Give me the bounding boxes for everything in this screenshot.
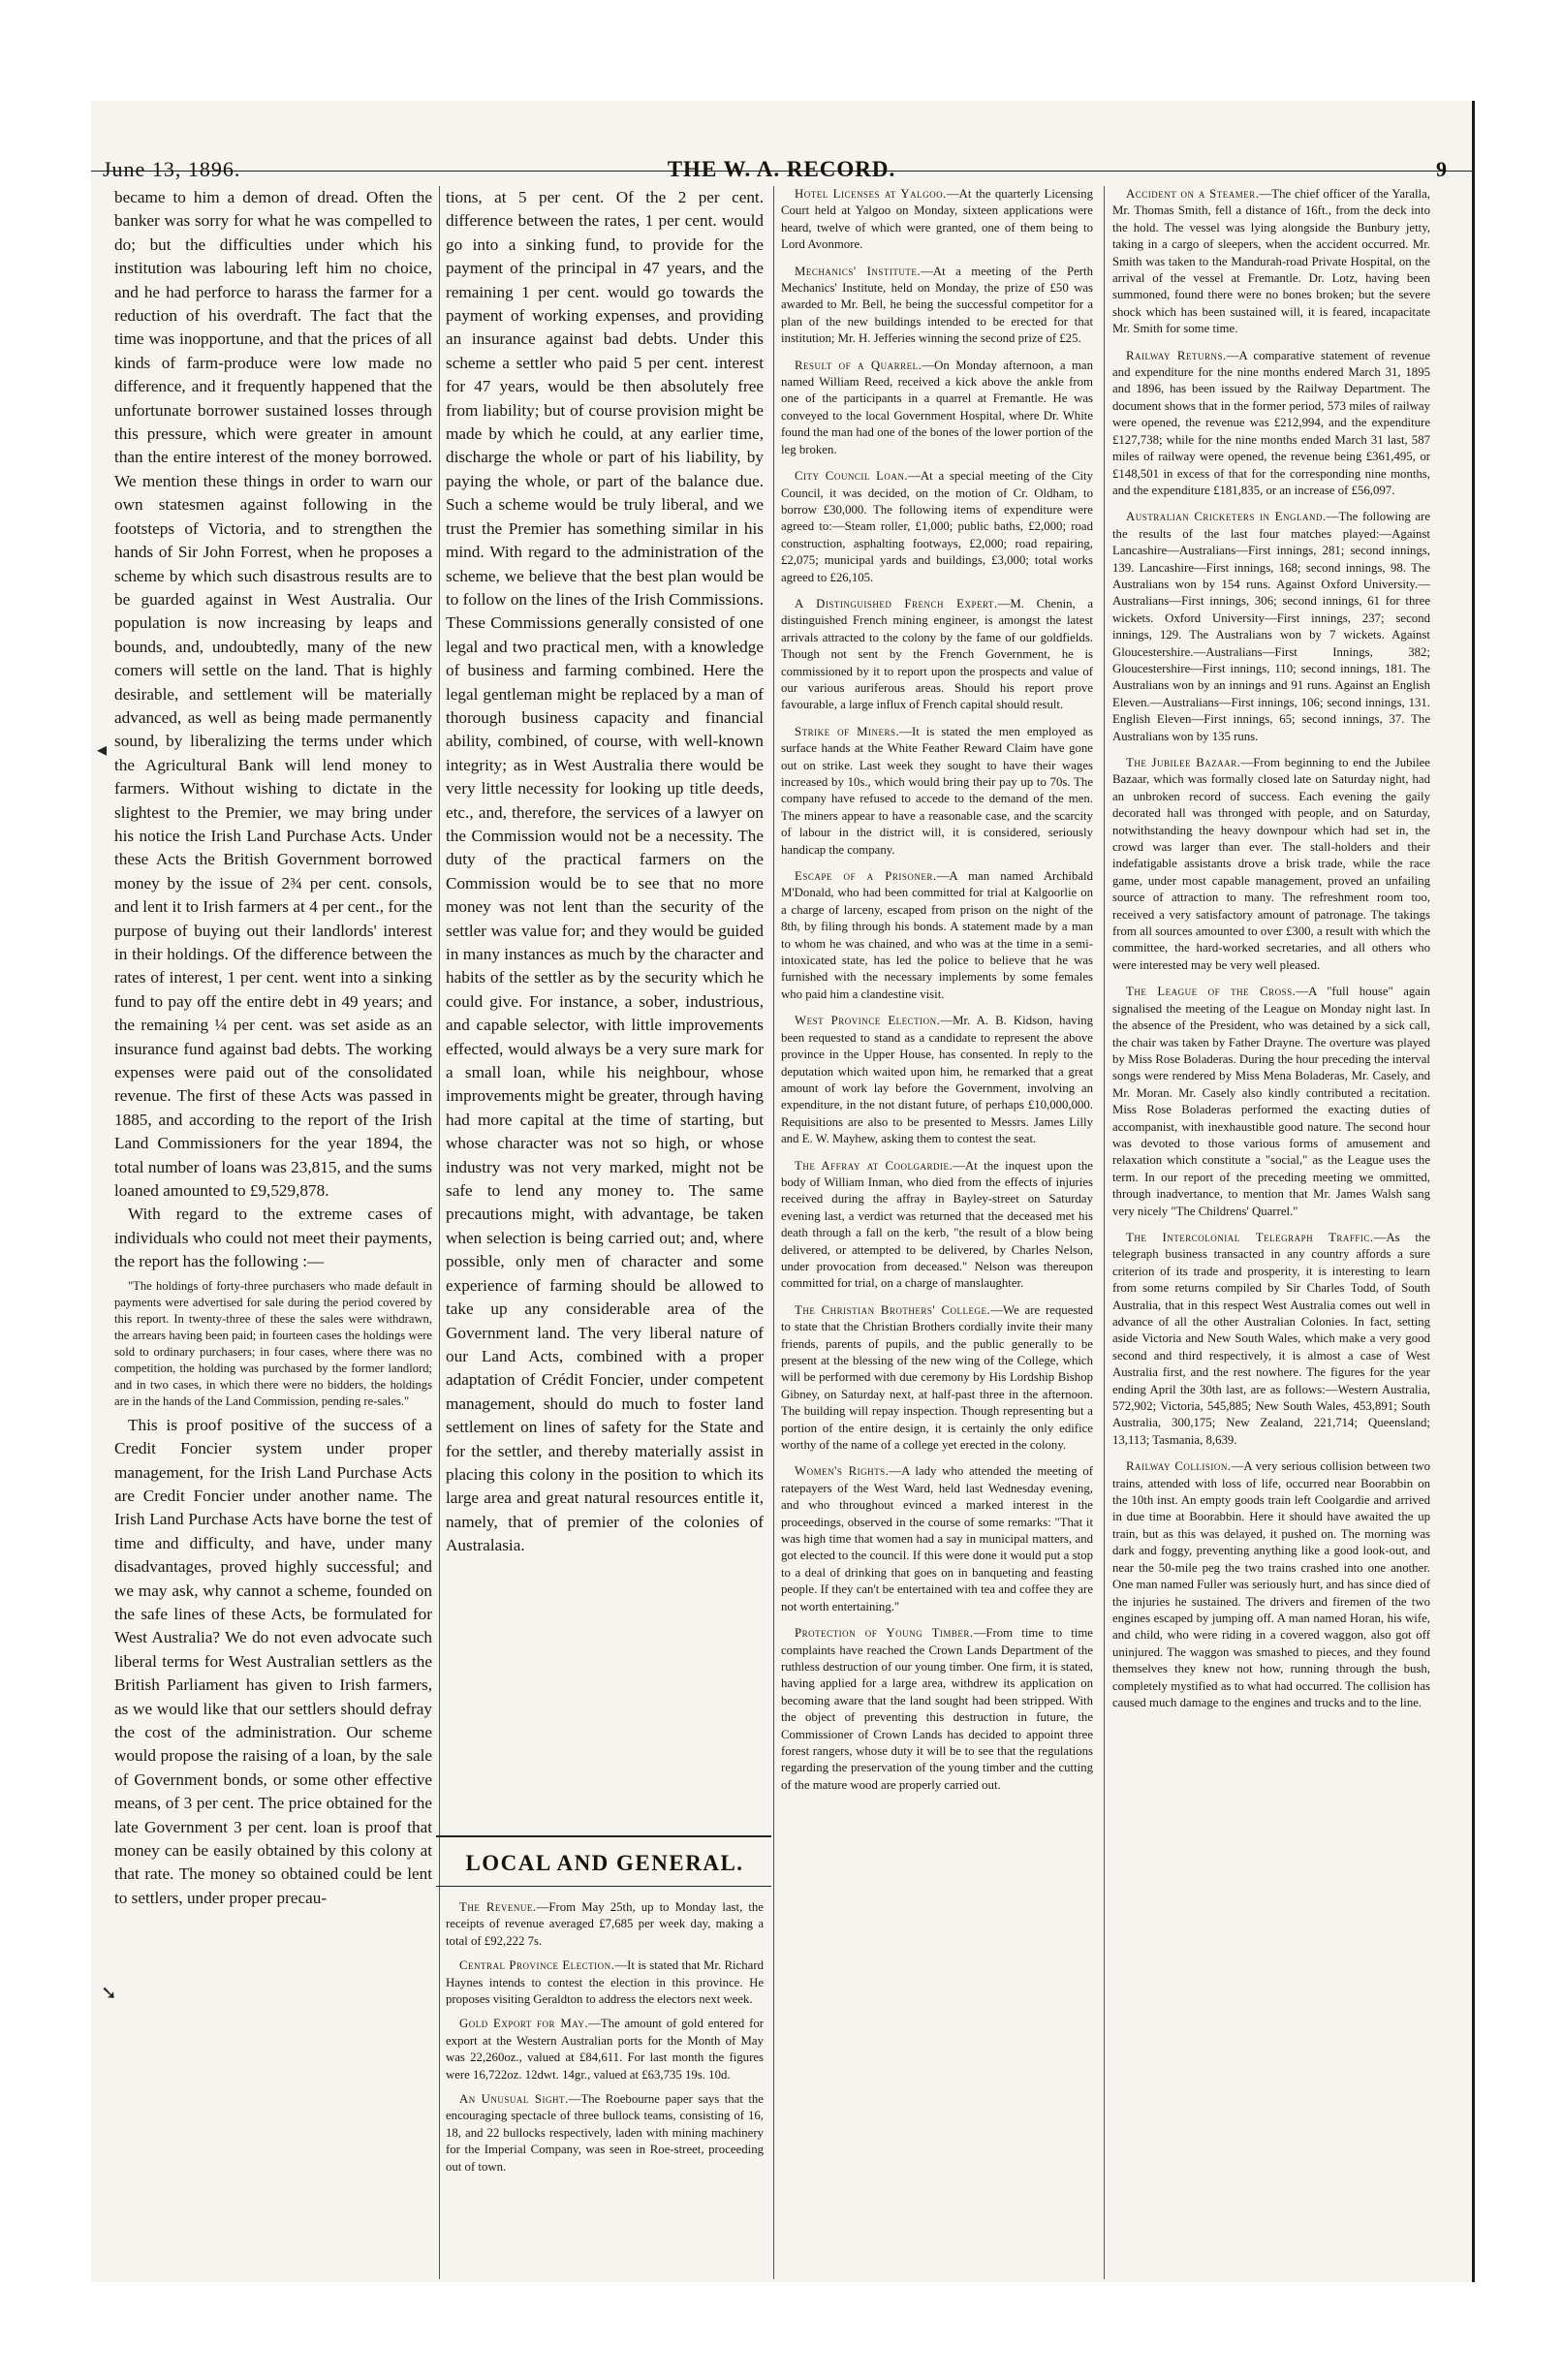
news-item: A Distinguished French Expert.—M. Chenin, a distinguished French mining engineer, is amongst the latest arrivals attracted to the colony by the fame of our goldfields. Though not sent by the French Government, he is commissioned by it to report upon the prospects and value of our various auriferous areas. Should his report prove favourable, a large influx of French capital should result. (781, 596, 1093, 712)
news-item: Mechanics' Institute.—At a meeting of the Perth Mechanics' Institute, held on Monday, the prize of £50 was awarded to Mr. Bell, he being the successful competitor for a plan of the new buildings intended to be erected for that institution; Mr. H. Jefferies winning the second prize of £25. (781, 264, 1093, 346)
news-heading: A Distinguished French Expert. (795, 596, 998, 611)
section-title: LOCAL AND GENERAL. (465, 1851, 744, 1875)
news-heading: The Revenue. (459, 1900, 537, 1914)
news-item: The Revenue.—From May 25th, up to Monday last, the receipts of revenue averaged £7,685 per week day, making a total of £92,222 7s. (446, 1900, 764, 1948)
news-heading: Escape of a Prisoner. (795, 869, 937, 884)
column-rule (439, 186, 440, 2279)
news-heading: City Council Loan. (795, 469, 909, 484)
paragraph: tions, at 5 per cent. Of the 2 per cent. difference between the rates, 1 per cent. would go into a sinking fund, to provide for the payment of the principal in 47 years, and the remaining 1 per cent. would go towards the payment of working expenses, and providing an insurance against bad debts. Under this scheme a settler who paid 5 per cent. interest for 47 years, would be then absolutely free from liability; but of course provision might be made by which he could, at any earlier time, discharge the whole or part of his liability, by paying the whole, or part of the balance due. Such a scheme would be truly liberal, and we trust the Premier has something similar in his mind. With regard to the administration of the scheme, we believe that the best plan would be to follow on the lines of the Irish Commissions. These Commissions generally consisted of one legal and two practical men, with a knowledge of business and farming combined. Here the legal gentleman might be replaced by a man of thorough business capacity and financial ability, combined, of course, with well-known integrity; as in West Australia there would be very little necessity for looking up title deeds, etc., and, therefore, the services of a lawyer on the Commission would not be a necessity. The duty of the practical farmers on the Commission would be to see that no more money was not lent than the security of the settler was value for; and they would be guided in many instances as much by the character and habits of the settler as by the security which he could give. For instance, a sober, industrious, and capable selector, with little improvements effected, would always be a very sure mark for a small loan, while his neighbour, whose improvements might be greater, through having had more capital at the time of starting, but whose character was not so high, or whose industry was not very marked, might not be safe to lend any money to. The same precautions might, with advantage, be taken when selection is being carried out; and, where possible, only men of character and some experience of farming should be allowed to take up any considerable area of the Government land. The very liberal nature of our Land Acts, combined with a proper adaptation of Crédit Foncier, under competent management, should do much to foster land settlement on lines of safety for the State and for the settler, and thereby materially assist in placing this colony in the position to which its large area and great natural resources entitle it, namely, that of premier of the colonies of Australasia. (446, 188, 764, 1555)
news-item: Central Province Election.—It is stated that Mr. Richard Haynes intends to contest the election in this province. He proposes visiting Geraldton to address the electors next week. (446, 1958, 764, 2007)
news-item: Australian Cricketers in England.—The following are the results of the last four matches played:—Against Lancashire—Australians—First innings, 281; second innings, 139. Lancashire—First innings, 168; second innings, 98. The Australians won by 154 runs. Against Oxford University.—Australians—First innings, 306; second innings, 61 for three wickets. Oxford University—First innings, 237; second innings, 129. The Australians won by 7 wickets. Against Gloucestershire.—Australians—First Innings, 382; Gloucestershire—First innings, 110; second innings, 181. The Australians won by an innings and 91 runs. Against an English Eleven.—Australians—First innings, 106; second innings, 131. English Eleven—First innings, 65; second innings, 37. The Australians won by 135 runs. (1112, 510, 1430, 743)
news-item: City Council Loan.—At a special meeting of the City Council, it was decided, on the motion of Cr. Oldham, to borrow £30,000. The following items of expenditure were agreed to:—Steam roller, £1,000; public baths, £2,000; road construction, asphalting footways, £2,000; road repairing, £2,075; municipal yards and buildings, £3,000; total works agreed to £26,105. (781, 469, 1093, 584)
news-heading: West Province Election. (795, 1014, 941, 1028)
news-item: The Jubilee Bazaar.—From beginning to end the Jubilee Bazaar, which was formally closed late on Saturday night, had an unbroken record of success. Each evening the gaily decorated hall was thronged with people, and on Saturday, notwithstanding the heavy downpour which had set in, the crowd was larger than ever. The stall-holders and their indefatigable assistants drove a brisk trade, while the race game, under most capable management, proved an unfailing source of attraction to many. The refreshment room too, received a very satisfactory amount of patronage. The takings from all sources amounted to over £300, a result with which the committee, the hard-worked secretaries, and all others who were interested may be very well pleased. (1112, 756, 1430, 972)
column-rule (1104, 186, 1105, 2279)
news-heading: Protection of Young Timber. (795, 1626, 974, 1641)
news-item: The Intercolonial Telegraph Traffic.—As the telegraph business transacted in any country affords a sure criterion of its trade and prosperity, it is interesting to learn from some returns compiled by Sir Charles Todd, of South Australia, that in this respect West Australia comes out well in advance of all the other Australian Colonies. In fact, setting aside Victoria and New South Wales, which make a very good second and third respectively, it is almost a case of West Australia first, and the rest nowhere. The figures for the year ending April the 30th last, are as follows:—Western Australia, 572,902; Victoria, 545,885; New South Wales, 453,891; South Australia, 300,175; New Zealand, 221,714; Queensland; 13,113; Tasmania, 8,639. (1112, 1230, 1430, 1447)
news-heading: Gold Export for May. (459, 2017, 589, 2031)
issue-date: June 13, 1896. (103, 157, 241, 181)
news-item: Protection of Young Timber.—From time to time complaints have reached the Crown Lands Department of the ruthless destruction of our young timber. One firm, it is stated, having applied for a large area, withdrew its application on becoming aware that the land sought had been stripped. With the object of preventing this destruction in future, the Commissioner of Crown Lands has decided to appoint three forest rangers, whose duty it will be to see that the regulations regarding the preservation of the young timber and the cutting of the mature wood are properly carried out. (781, 1626, 1093, 1792)
news-heading: Hotel Licenses at Yalgoo. (795, 187, 947, 201)
news-heading: The Intercolonial Telegraph Traffic. (1126, 1230, 1374, 1244)
news-item: Result of a Quarrel.—On Monday afternoon, a man named William Reed, received a kick above the ankle from one of the participants in a quarrel at Fremantle. He was conveyed to the local Government Hospital, where Dr. White found the man had one of the bones of the lower portion of the leg broken. (781, 358, 1093, 456)
column-2-local-news (446, 1899, 764, 2277)
news-heading: Accident on a Steamer. (1126, 187, 1260, 201)
news-item: Strike of Miners.—It is stated the men employed as surface hands at the White Feather Reward Claim have gone out on strike. Last week they sought to have their wages increased by 10s., which would bring their pay up to 70s. The company have refused to accede to the demand of the men. The miners appear to have a reasonable case, and the scarcity of labour in the district will, it is considered, seriously handicap the company. (781, 724, 1093, 857)
news-item: The Christian Brothers' College.—We are requested to state that the Christian Brothers cordially invite their many friends, parents of pupils, and the public generally to be present at the blessing of the new wing of the College, which will be performed with due ceremony by His Lordship Bishop Gibney, on Saturday next, at half-past three in the afternoon. The building will repay inspection. Though representing but a portion of the entire design, it is certainly the only edifice worthy of the name of a college yet erected in the colony. (781, 1302, 1093, 1453)
column-1 (114, 186, 432, 2277)
news-heading: Central Province Election. (459, 1958, 615, 1973)
news-heading: Railway Returns. (1126, 348, 1227, 362)
news-heading: The Affray at Coolgardie. (795, 1158, 953, 1173)
page-number: 9 (1436, 157, 1447, 181)
quoted-report: "The holdings of forty-three purchasers who made default in payments were advertised for sale during the period covered by this report. In twenty-three of these the sales were withdrawn, the arrears having been paid; in fourteen cases the holdings were sold to ordinary purchasers; in four cases, where there was no competition, the holding was purchased by the former landlord; and in two cases, in which there were no bidders, the holdings are in the hands of the Land Commission, pending re-sales." (114, 1278, 432, 1408)
news-item: The Affray at Coolgardie.—At the inquest upon the body of William Inman, who died from the effects of injuries received during the affray in Bayley-street on Saturday evening last, a verdict was returned that the deceased met his death through a fall on the kerb, "the result of a blow being delivered, or attempted to be delivered, by Charles Nelson, under provocation from deceased." Nelson was thereupon committed for trial, on a charge of manslaughter. (781, 1158, 1093, 1291)
newspaper-page (91, 101, 1475, 2282)
news-heading: The League of the Cross. (1126, 985, 1297, 999)
column-3 (781, 186, 1093, 2275)
news-item: The League of the Cross.—A "full house" again signalised the meeting of the League on Monday night last. In the absence of the President, who was detained by a sick call, the chair was taken by Father Drayne. The overture was played by Miss Rose Boladeras. During the hour preceding the interval songs were rendered by Miss Mena Boladeras, Mr. Casely, and Mr. Moran. Mr. Casely also kindly contributed a recitation. Miss Rose Boladeras performed the exacting duties of accompanist, with inexhaustible good nature. The second hour was devoted to those various forms of amusement and relaxation which constitute a "social," as the League uses the term. In our report of the preceding meeting we ommitted, through inadvertance, to mention that Mr. James Walsh sang very nicely "The Childrens' Quarrel." (1112, 985, 1430, 1218)
margin-pointer-icon: ➘ (101, 1981, 117, 2004)
paragraph: This is proof positive of the success of a Credit Foncier system under proper management, for the Irish Land Purchase Acts are Credit Foncier under another name. The Irish Land Purchase Acts have borne the test of time and difficulty, and have, under many disadvantages, proved highly successful; and we may ask, why cannot a scheme, founded on the safe lines of these Acts, be formulated for West Australia? We do not even advocate such liberal terms for West Australian settlers as the British Parliament has given to Irish farmers, as we would like that our settlers should defray the cost of the administration. Our scheme would propose the raising of a loan, by the sale of Government bonds, or some other effective means, of 3 per cent. The price obtained for the late Government 3 per cent. loan is proof that money can be easily obtained by this colony at that rate. The money so obtained could be lent to settlers, under proper precau- (114, 1415, 432, 1907)
newspaper-title: THE W. A. RECORD. (667, 157, 896, 181)
column-2 (446, 186, 764, 1746)
news-item: Railway Returns.—A comparative statement of revenue and expenditure for the nine months endered March 31, 1895 and 1896, has been issued by the Railway Department. The document shows that in the former period, 573 miles of railway were opened, the revenue was £212,994, and the expenditure £127,738; while for the nine months ended March 31 last, 587 miles of railway were opened, the revenue being £361,495, or £148,501 in excess of that for the corresponding nine months, and the expenditure £181,835, or an increase of £56,097. (1112, 348, 1430, 497)
news-item: Railway Collision.—A very serious collision between two trains, attended with loss of life, occurred near Boorabbin on the 10th inst. An empty goods train left Coolgardie and arrived in due time at Boorabbin. Here it should have awaited the up train, but as this was delayed, it pushed on. The morning was dark and foggy, preventing anything like a good look-out, and near the 50-mile peg the two trains crashed into one another. One man named Fuller was seriously hurt, and has since died of the injuries he sustained. The drivers and firemen of the two engines escaped by jumping off. A man named Horan, his wife, and child, who were riding in a covered waggon, also got off uninjured. The waggon was smashed to pieces, and they found themselves they knew not how, running through the bush, completely mystified as to what had occurred. The collision has caused much damage to the engines and trucks and to the line. (1112, 1459, 1430, 1709)
news-item: Women's Rights.—A lady who attended the meeting of ratepayers of the West Ward, held last Wednesday evening, and who throughout evinced a marked interest in the proceedings, observed in the course of some remarks: "That it was high time that women had a say in municipal matters, and got elected to the council. If this were done it would put a stop to a deal of drinking that goes on in banqueting and feasting people. If they can't be entertained with tea and coffee they are not worth entertaining." (781, 1464, 1093, 1613)
paragraph: With regard to the extreme cases of individuals who could not meet their payments, the report has the following :— (114, 1205, 432, 1271)
news-item: Hotel Licenses at Yalgoo.—At the quarterly Licensing Court held at Yalgoo on Monday, sixteen applications were heard, twelve of which were granted, one of them being to Lord Avonmore. (781, 187, 1093, 252)
news-heading: Railway Collision. (1126, 1459, 1232, 1474)
news-heading: The Christian Brothers' College. (795, 1302, 991, 1317)
news-heading: Strike of Miners. (795, 724, 900, 738)
news-item: Accident on a Steamer.—The chief officer of the Yaralla, Mr. Thomas Smith, fell a distance of 16ft., from the deck into the hold. The vessel was lying alongside the Bunbury jetty, taking in a cargo of sleepers, when the accident occurred. Mr. Smith was taken to the Mandurah-road Private Hospital, on the arrival of the vessel at Fremantle. Dr. Lotz, having been summoned, found there were no bones broken; but the severe shock which has been sustained will, it is feared, incapacitate Mr. Smith for some time. (1112, 187, 1430, 336)
news-item: West Province Election.—Mr. A. B. Kidson, having been requested to stand as a candidate to represent the above province in the Upper House, has consented. In reply to the deputation which waited upon him, he remarked that a great amount of work lay before the Government, involving an expenditure, in the not distant future, of perhaps £10,000,000. Requisitions are also to be presented to Messrs. James Lilly and E. W. Mayhew, asking them to contest the seat. (781, 1014, 1093, 1146)
column-rule (773, 186, 774, 2279)
paragraph: became to him a demon of dread. Often the banker was sorry for what he was compelled to do; but the difficulties under which his institution was labouring left him no choice, and he had perforce to harass the farmer for a reduction of his overdraft. The fact that the time was inopportune, and that the prices of all kinds of farm-produce were low made no difference, and it frequently happened that the unfortunate borrower sustained losses through this pressure, which were greater in amount than the entire interest of the money borrowed. We mention these things in order to warn our own statesmen against following in the footsteps of Victoria, and to strengthen the hands of Sir John Forrest, when he proposes a scheme by which such disastrous results are to be guarded against in West Australia. Our population is now increasing by leaps and bounds, and, undoubtedly, many of the new comers will settle on the land. That is highly desirable, and settlement will be materially advanced, as well as being made permanently sound, by liberalizing the terms under which the Agricultural Bank will lend money to farmers. Without wishing to dictate in the slightest to the Premier, we may bring under his notice the Irish Land Purchase Acts. Under these Acts the British Government borrowed money by the issue of 2¾ per cent. consols, and lent it to Irish farmers at 4 per cent., for the purpose of buying out their landlords' interest in their holdings. Of the difference between the rates of interest, 1 per cent. went into a sinking fund to pay off the entire debt in 49 years; and the remaining ¼ per cent. was set aside as an insurance fund against bad debts. The working expenses were paid out of the consolidated revenue. The first of these Acts was passed in 1885, and according to the report of the Irish Land Commissioners for the year 1894, the total number of loans was 23,815, and the sums loaned amounted to £9,529,878. (114, 188, 432, 1201)
news-heading: Mechanics' Institute. (795, 264, 922, 278)
margin-pointer-icon: ◂ (97, 737, 108, 761)
column-4 (1112, 186, 1430, 2275)
news-item: An Unusual Sight.—The Roebourne paper says that the encouraging spectacle of three bullock teams, consisting of 16, 18, and 22 bullocks respectively, laden with mining machinery for the Imperial Company, was seen in Roe-street, proceeding out of town. (446, 2092, 764, 2174)
news-item: Escape of a Prisoner.—A man named Archibald M'Donald, who had been committed for trial at Kalgoorlie on a charge of larceny, escaped from prison on the night of the 8th, by filing through his bonds. A statement made by a man to whom he was chained, and who was at the time in a semi-intoxicated state, has led the police to believe that he was furnished with the necessary implements by some females who paid him a clandestine visit. (781, 869, 1093, 1001)
news-heading: Women's Rights. (795, 1464, 890, 1479)
news-heading: Australian Cricketers in England. (1126, 510, 1327, 524)
news-heading: The Jubilee Bazaar. (1126, 756, 1241, 769)
news-item: Gold Export for May.—The amount of gold entered for export at the Western Australian ports for the Month of May was 22,260oz., valued at £84,611. For last month the figures were 16,722oz. 12dwt. 14gr., valued at £63,735 19s. 10d. (446, 2017, 764, 2082)
masthead (91, 122, 1472, 181)
news-heading: Result of a Quarrel. (795, 358, 922, 372)
news-heading: An Unusual Sight. (459, 2092, 569, 2107)
